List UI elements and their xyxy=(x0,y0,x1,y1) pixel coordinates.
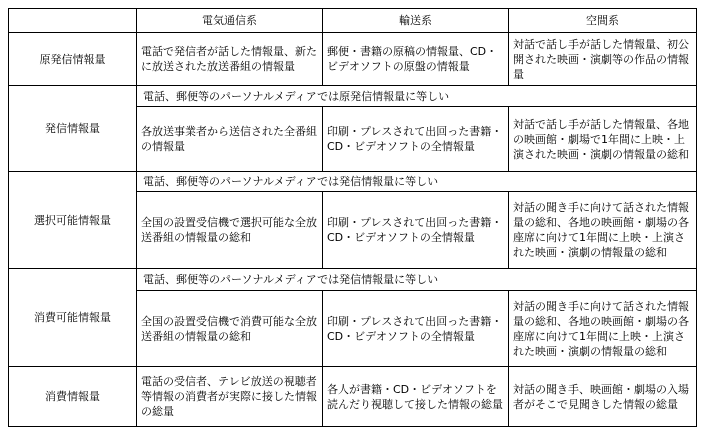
corner-cell xyxy=(9,9,137,33)
cell-selectable-telecom: 全国の設置受信機で選択可能な全放送番組の情報量の総和 xyxy=(137,192,323,269)
cell-original-telecom: 電話で発信者が話した情報量、新たに放送された放送番組の情報量 xyxy=(137,33,323,86)
table-row-selectable-note xyxy=(9,172,697,192)
information-volume-table xyxy=(8,8,697,427)
table-row-consumed xyxy=(9,367,697,427)
table-row-original xyxy=(9,33,697,86)
row-label-consumed: 消費情報量 xyxy=(9,367,137,427)
column-header-transport: 輸送系 xyxy=(323,9,509,33)
cell-consumable-transport: 印刷・プレスされて出回った書籍・CD・ビデオソフトの全情報量 xyxy=(323,291,509,367)
cell-consumable-space: 対話の聞き手に向けて話された情報量の総和、各地の映画館・劇場の各座席に向けて1年間に上映・上演された映画・演劇の情報量の総和 xyxy=(509,291,697,367)
cell-consumed-telecom: 電話の受信者、テレビ放送の視聴者等情報の消費者が実際に接した情報の総量 xyxy=(137,367,323,427)
cell-selectable-space: 対話の聞き手に向けて話された情報量の総和、各地の映画館・劇場の各座席に向けて1年間に上映・上演された映画・演劇の情報量の総和 xyxy=(509,192,697,269)
table-row-sent-note xyxy=(9,86,697,107)
row-label-selectable: 選択可能情報量 xyxy=(9,172,137,269)
note-selectable-personal-media: 電話、郵便等のパーソナルメディアでは発信情報量に等しい xyxy=(137,172,697,192)
note-consumable-personal-media: 電話、郵便等のパーソナルメディアでは発信情報量に等しい xyxy=(137,269,697,291)
note-sent-personal-media: 電話、郵便等のパーソナルメディアでは原発信情報量に等しい xyxy=(137,86,697,107)
row-label-original: 原発信情報量 xyxy=(9,33,137,86)
cell-consumed-transport: 各人が書籍・CD・ビデオソフトを読んだり視聴して接した情報の総量 xyxy=(323,367,509,427)
header-row xyxy=(9,9,697,33)
cell-sent-transport: 印刷・プレスされて出回った書籍・CD・ビデオソフトの全情報量 xyxy=(323,107,509,172)
row-label-sent: 発信情報量 xyxy=(9,86,137,172)
cell-consumable-telecom: 全国の設置受信機で消費可能な全放送番組の情報量の総和 xyxy=(137,291,323,367)
cell-selectable-transport: 印刷・プレスされて出回った書籍・CD・ビデオソフトの全情報量 xyxy=(323,192,509,269)
cell-sent-telecom: 各放送事業者から送信された全番組の情報量 xyxy=(137,107,323,172)
cell-original-transport: 郵便・書籍の原稿の情報量、CD・ビデオソフトの原盤の情報量 xyxy=(323,33,509,86)
column-header-space: 空間系 xyxy=(509,9,697,33)
cell-sent-space: 対話で話し手が話した情報量、各地の映画館・劇場で1年間に上映・上演された映画・演劇の情報量の総和 xyxy=(509,107,697,172)
cell-consumed-space: 対話の聞き手、映画館・劇場の入場者がそこで見聞きした情報の総量 xyxy=(509,367,697,427)
column-header-telecom: 電気通信系 xyxy=(137,9,323,33)
table-row-consumable-note xyxy=(9,269,697,291)
row-label-consumable: 消費可能情報量 xyxy=(9,269,137,367)
cell-original-space: 対話で話し手が話した情報量、初公開された映画・演劇等の作品の情報量 xyxy=(509,33,697,86)
